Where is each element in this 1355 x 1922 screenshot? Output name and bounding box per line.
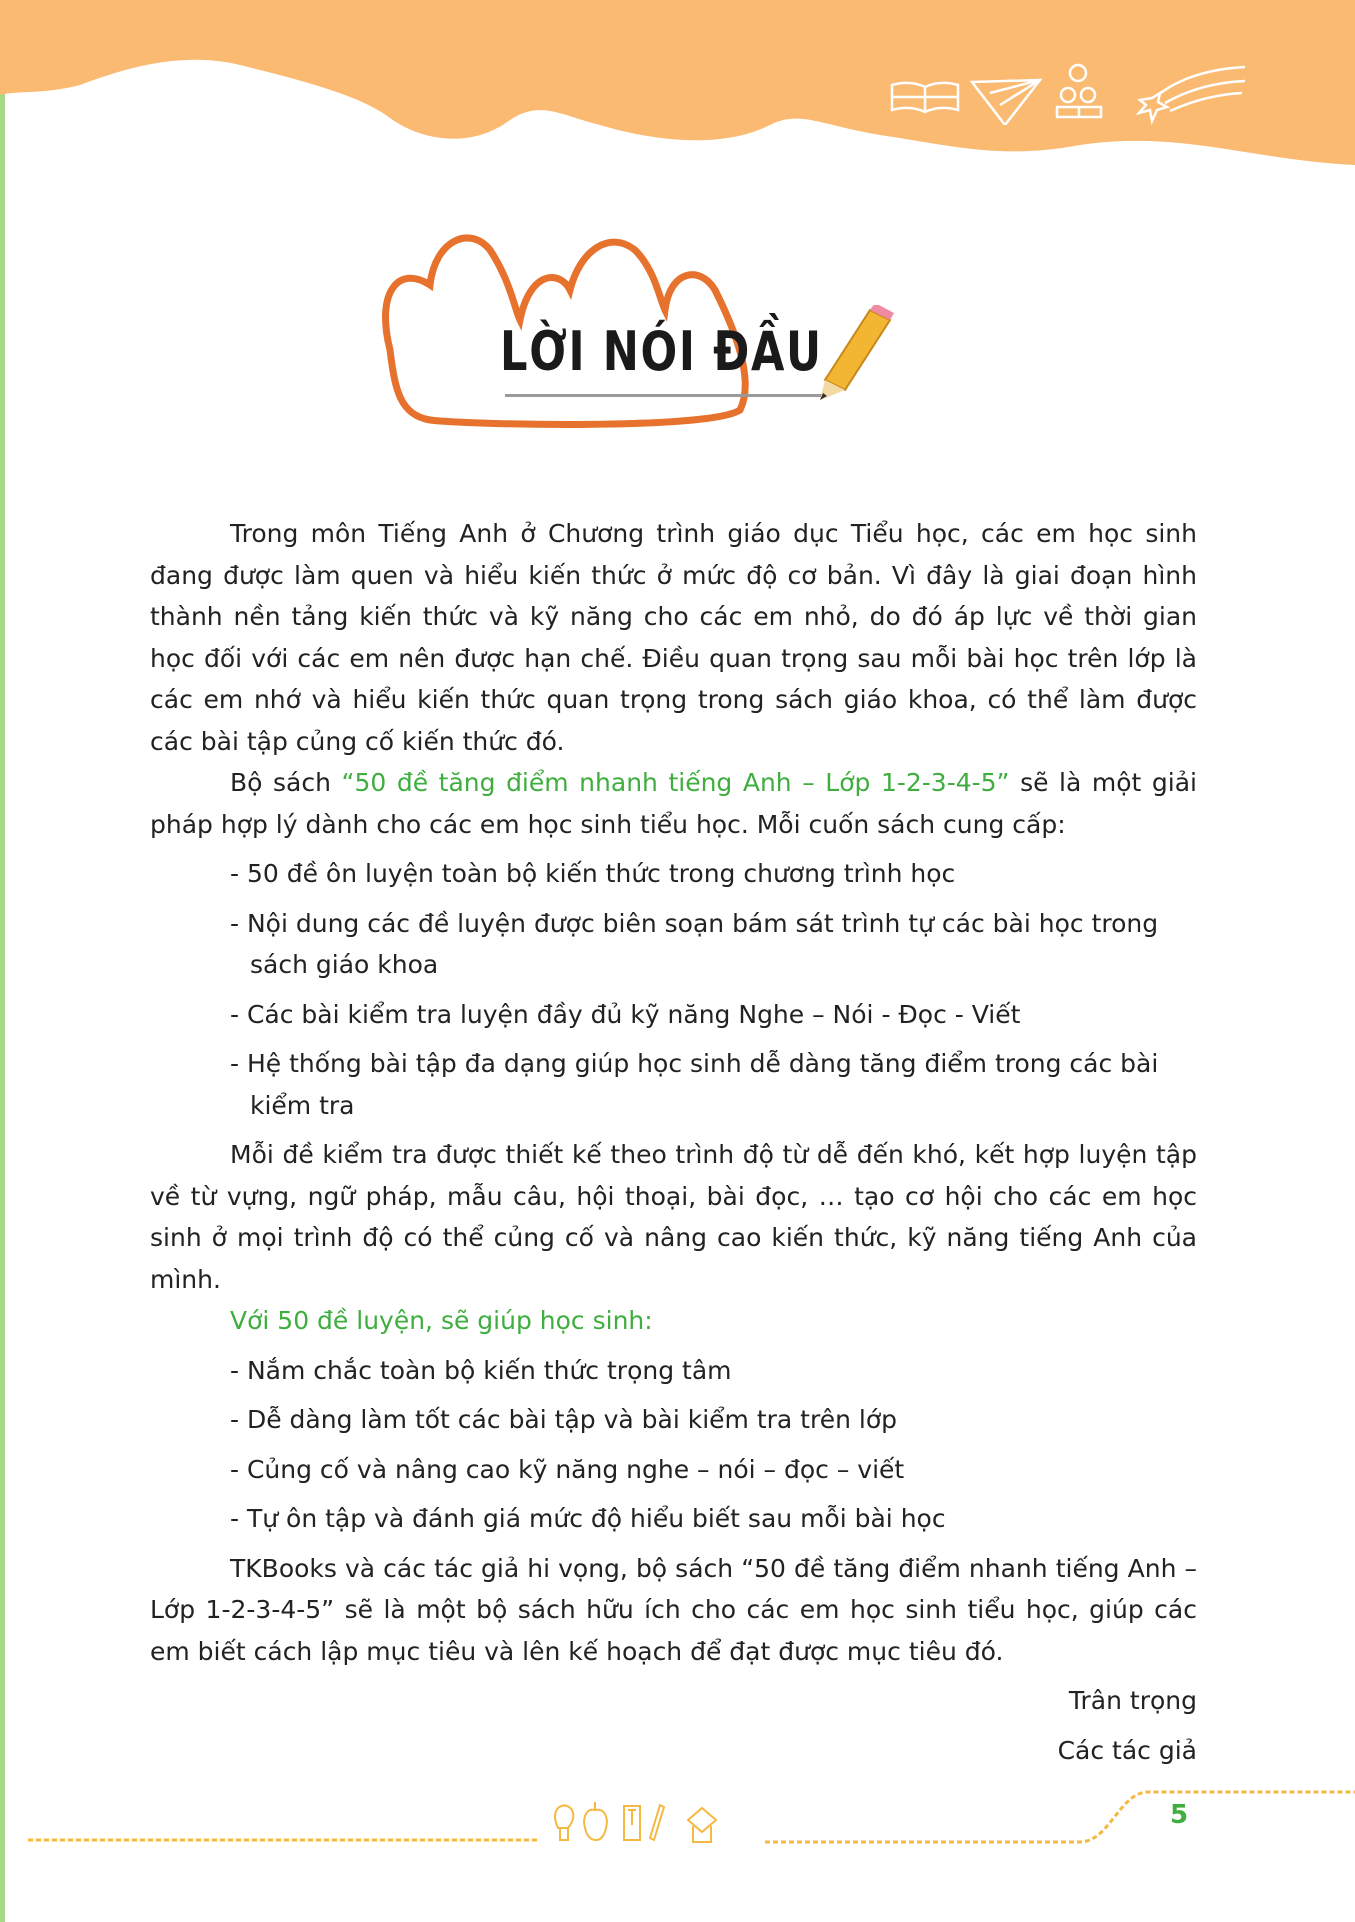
signature-authors: Các tác giả	[1057, 1735, 1197, 1765]
list-item: - 50 đề ôn luyện toàn bộ kiến thức trong chương trình học	[230, 859, 956, 888]
pencil-icon	[815, 305, 895, 400]
book-title-highlight: “50 đề tăng điểm nhanh tiếng Anh – Lớp 1-2-3-4-5”	[341, 768, 1010, 797]
signature-regards: Trân trọng	[1068, 1686, 1197, 1715]
list-item: - Củng cố và nâng cao kỹ năng nghe – nói – đọc – viết	[230, 1454, 905, 1484]
paper-plane-icon	[972, 80, 1040, 125]
paragraph-intro: Trong môn Tiếng Anh ở Chương trình giáo dục Tiểu học, các em học sinh đang được làm quen và hiểu kiến thức ở mức độ cơ bản. Vì đây là giai đoạn hình thành nền tảng kiến thức và kỹ năng cho các em nhỏ, do đó áp lực về thời gian học đối với các em nên được hạn chế. Điều quan trọng sau mỗi bài học trên lớp là các em nhớ và hiểu kiến thức quan trọng trong sách giáo khoa, có thể làm được các bài tập củng cố kiến thức đó.	[150, 519, 1197, 756]
paragraph-closing: TKBooks và các tác giả hi vọng, bộ sách “50 đề tăng điểm nhanh tiếng Anh – Lớp 1-2-3-4-5” sẽ là một bộ sách hữu ích cho các em học sinh tiểu học, giúp các em biết cách lập mục tiêu và lên kế hoạch để đạt được mục tiêu đó.	[150, 1553, 1197, 1666]
text: Bộ sách	[230, 768, 342, 797]
list-item: - Nội dung các đề luyện được biên soạn bám sát trình tự các bài học trong sách giáo khoa	[230, 908, 1159, 979]
students-icon	[1057, 65, 1101, 117]
title-underline	[505, 394, 825, 397]
list-item: - Hệ thống bài tập đa dạng giúp học sinh dễ dàng tăng điểm trong các bài kiểm tra	[230, 1049, 1159, 1120]
shooting-star-icon	[1139, 67, 1245, 121]
paragraph-book-series	[150, 762, 1197, 845]
footer-decoration	[0, 1770, 1355, 1850]
pencil-icon	[650, 1805, 664, 1840]
page-title: LỜI NÓI ĐẦU	[500, 320, 823, 383]
list-item: - Nắm chắc toàn bộ kiến thức trọng tâm	[230, 1355, 732, 1385]
benefits-heading: Với 50 đề luyện, sẽ giúp học sinh:	[230, 1306, 653, 1335]
paragraph-design: Mỗi đề kiểm tra được thiết kế theo trình độ từ dễ đến khó, kết hợp luyện tập về từ vựng, ngữ pháp, mẫu câu, hội thoại, bài đọc, … tạo cơ hội cho các em học sinh ở mọi trình độ có thể củng cố và nâng cao kiến thức, kỹ năng tiếng Anh của mình.	[150, 1140, 1197, 1294]
preface-content	[150, 513, 1197, 1771]
graduation-cap-icon	[688, 1808, 716, 1842]
text: sẽ là một giải pháp hợp lý dành cho các em học sinh tiểu học. Mỗi cuốn sách cung cấp:	[150, 768, 1197, 839]
book-icon	[892, 83, 958, 112]
header-icons	[890, 55, 1250, 125]
book-icon	[624, 1806, 640, 1840]
list-item: - Tự ôn tập và đánh giá mức độ hiểu biết sau mỗi bài học	[230, 1504, 946, 1533]
list-item: - Dễ dàng làm tốt các bài tập và bài kiểm tra trên lớp	[230, 1405, 897, 1434]
page-number: 5	[1170, 1800, 1189, 1830]
list-item: - Các bài kiểm tra luyện đầy đủ kỹ năng Nghe – Nói - Đọc - Viết	[230, 999, 1021, 1029]
features-list	[230, 853, 1197, 1126]
page-edge-bar	[0, 0, 5, 1922]
benefits-list	[230, 1350, 1197, 1540]
lightbulb-icon	[555, 1805, 573, 1840]
apple-icon	[584, 1802, 607, 1840]
